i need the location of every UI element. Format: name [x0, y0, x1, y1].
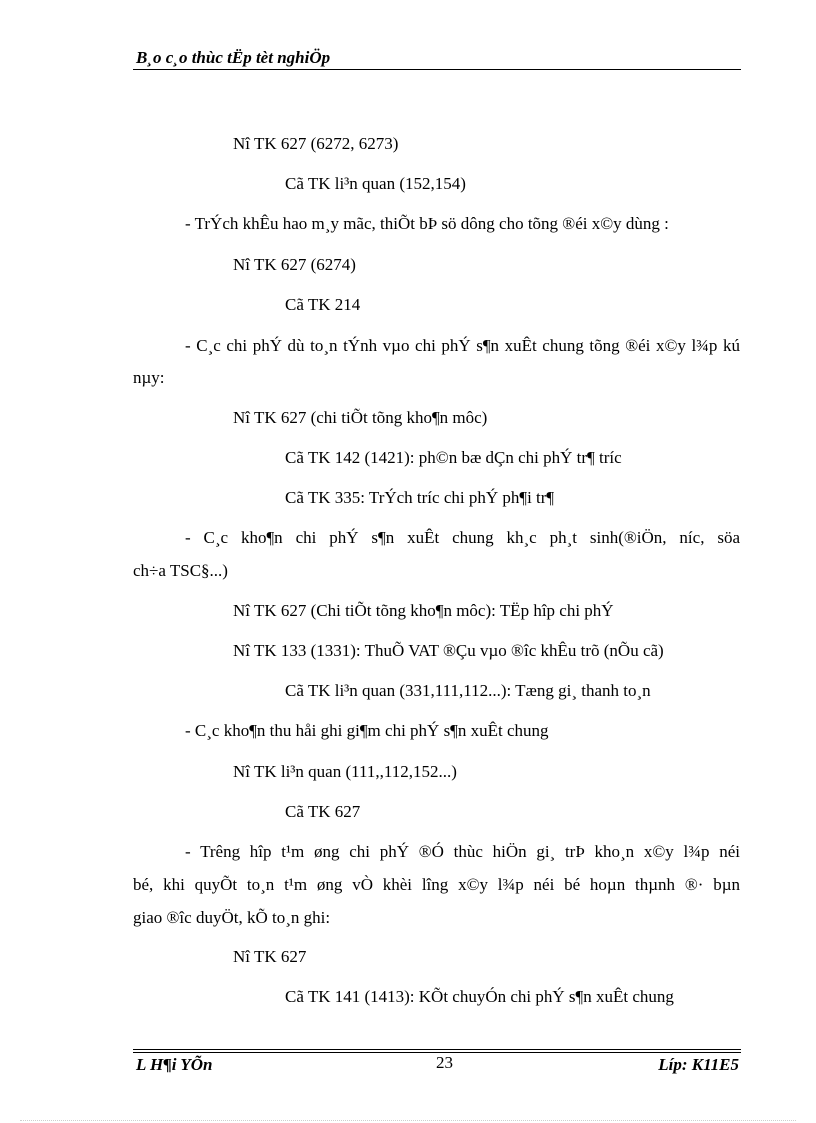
- text-line: Cã TK 142 (1421): ph©n bæ dÇn chi phÝ tr¶ tríc: [285, 448, 622, 467]
- text-line: giao ®îc duyÖt, kÕ to¸n ghi:: [133, 908, 331, 927]
- text-line: - Trêng hîp t¹m øng chi phÝ ®Ó thùc hiÖn gi¸ trÞ kho¸n x©y l¾p néi: [185, 842, 740, 861]
- page-bottom-border: [20, 1120, 796, 1121]
- footer-rule: [133, 1049, 741, 1050]
- text-line: bé, khi quyÕt to¸n t¹m øng vÒ khèi lîng x©y l¾p néi bé hoµn thµnh ®· bµn: [133, 875, 740, 894]
- text-line: Cã TK 214: [285, 295, 361, 314]
- text-line: Cã TK 627: [285, 802, 361, 821]
- text-line: Nî TK 133 (1331): ThuÕ VAT ®Çu vµo ®îc khÊu trõ (nÕu cã): [233, 641, 664, 660]
- text-line: Nî TK 627 (Chi tiÕt tõng kho¶n môc): TËp hîp chi phÝ: [233, 601, 614, 620]
- text-line: Nî TK 627: [233, 947, 307, 966]
- text-line: Cã TK li³n quan (152,154): [285, 174, 466, 193]
- text-line: Nî TK 627 (6274): [233, 255, 356, 274]
- text-line: - C¸c kho¶n chi phÝ s¶n xuÊt chung kh¸c ph¸t sinh(®iÖn, níc, söa: [185, 528, 740, 547]
- text-line: Nî TK 627 (6272, 6273): [233, 134, 399, 153]
- text-line: Nî TK li³n quan (111,,112,152...): [233, 762, 457, 781]
- text-line: Cã TK li³n quan (331,111,112...): Tæng gi¸ thanh to¸n: [285, 681, 651, 700]
- text-line: - C¸c kho¶n thu håi ghi gi¶m chi phÝ s¶n xuÊt chung: [185, 721, 549, 740]
- page-number: 23: [436, 1053, 453, 1072]
- text-line: - C¸c chi phÝ dù to¸n tÝnh vµo chi phÝ s¶n xuÊt chung tõng ®éi x©y l¾p kú: [185, 336, 740, 355]
- text-line: ch÷a TSC§...): [133, 561, 228, 580]
- text-line: - TrÝch khÊu hao m¸y mãc, thiÕt bÞ sö dông cho tõng ®éi x©y dùng :: [185, 214, 669, 233]
- footer-class: Líp: K11E5: [658, 1055, 739, 1074]
- header-rule: [133, 69, 741, 70]
- text-line: Cã TK 141 (1413): KÕt chuyÓn chi phÝ s¶n xuÊt chung: [285, 987, 674, 1006]
- footer-author: L H¶i YÕn: [136, 1055, 213, 1074]
- text-line: Cã TK 335: TrÝch tríc chi phÝ ph¶i tr¶: [285, 488, 555, 507]
- document-header-title: B¸o c¸o thùc tËp tèt nghiÖp: [136, 48, 331, 67]
- text-line: Nî TK 627 (chi tiÕt tõng kho¶n môc): [233, 408, 488, 427]
- text-line: nµy:: [133, 368, 165, 387]
